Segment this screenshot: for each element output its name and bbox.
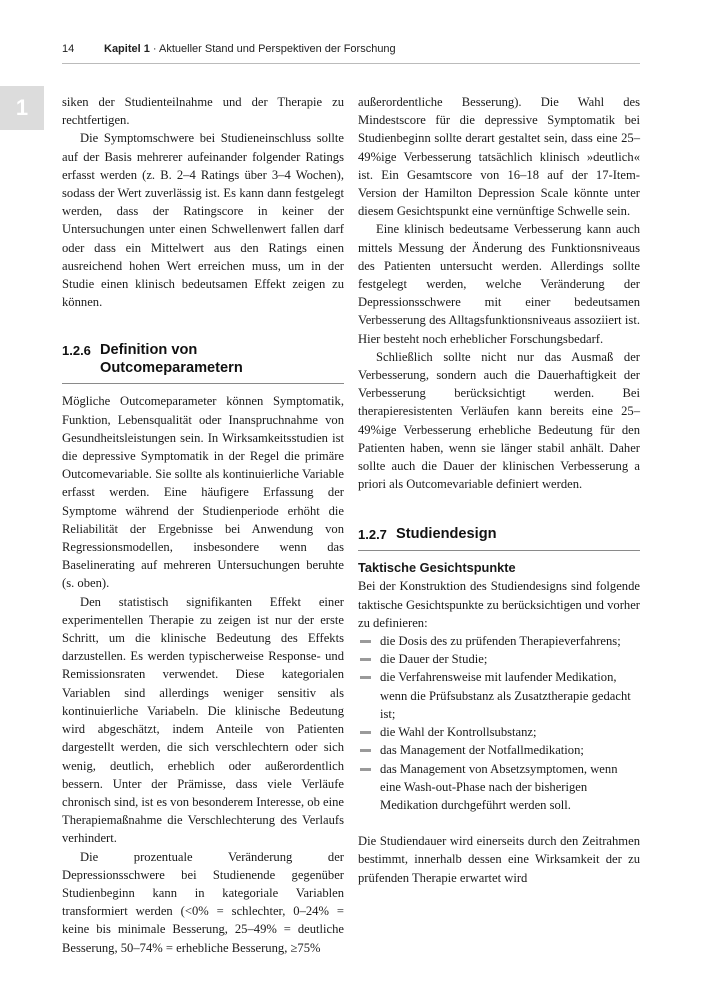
dash-bullet-icon — [360, 749, 371, 752]
paragraph: außerordentliche Besserung). Die Wahl des Mindestscore für die depressive Symptomatik bei Studienbeginn sollte derart gestaltet sein, dass eine 25–49%ige Verbesserung tatsächlich klinisch »deutlich« ist. Ein Gesamtscore von 16–18 auf der 17-Item-Version der Hamilton Depression Scale könnte unter diesem Gesichtspunkt eine vernünftige Schwelle sein. — [358, 95, 640, 219]
dash-bullet-icon — [360, 640, 371, 643]
list-item-text: die Dauer der Studie; — [380, 652, 488, 667]
section-divider — [358, 550, 640, 551]
chapter-tab: 1 — [0, 86, 44, 130]
list-item — [358, 632, 640, 650]
list-item-text: die Dosis des zu prüfenden Therapieverfahrens; — [380, 634, 621, 649]
list-item — [358, 650, 640, 668]
section-divider — [62, 383, 344, 384]
header-separator: · — [149, 43, 160, 55]
section-number: 1.2.7 — [358, 527, 387, 543]
section-title: Studiendesign — [396, 526, 497, 543]
page-number: 14 — [62, 43, 75, 55]
bullet-list — [358, 632, 640, 814]
paragraph: Die Symptomschwere bei Studieneinschluss sollte auf der Basis mehrerer aufeinander folgender Ratings erfasst werden (z. B. 2–4 Ratings über 3–4 Wochen), sodass der Wert zuverlässig ist. Es kann dann festgelegt werden, dass der Ratingscore in keiner der Untersuchungen unter einen Schwellenwert fallen darf oder dass ein Mittelwert aus den Ratings einen ausreichend hohen Wert erreichen muss, um in der Studie einen klinisch bedeutsamen Effekt zeigen zu können. — [62, 131, 344, 310]
dash-bullet-icon — [360, 768, 371, 771]
right-column — [358, 93, 640, 887]
section-number: 1.2.6 — [62, 343, 91, 359]
list-item — [358, 668, 640, 723]
dash-bullet-icon — [360, 676, 371, 679]
list-item-text: das Management von Absetzsymptomen, wenn eine Wash-out-Phase nach der bisherigen Medikation durchgeführt werden soll. — [380, 761, 618, 812]
list-item — [358, 760, 640, 815]
subheading: Taktische Gesichtspunkte — [358, 560, 516, 576]
chapter-title: Aktueller Stand und Perspektiven der Forschung — [159, 43, 396, 55]
list-item-text: das Management der Notfallmedikation; — [380, 743, 584, 758]
section-title: Definition von Outcomeparametern — [100, 342, 243, 377]
paragraph: Mögliche Outcomeparameter können Symptomatik, Funktion, Lebensqualität oder Inanspruchnahme von Gesundheitsleistungen sein. In Wirksamkeitsstudien ist die depressive Symptomatik in der Regel die primäre Outcomevariable. Sie sollte als kontinuierliche Variable erfasst werden. Eine häufigere Erfassung der Symptome während der Studienperiode erhöht die Reliabilität der Ergebnisse bei Anwendung von Regressionsmodellen, insbesondere wenn das Baselinerating auf mehreren Untersuchungen beruhte (s. oben). — [62, 394, 344, 591]
paragraph: Bei der Konstruktion des Studiendesigns sind folgende taktische Gesichtspunkte zu berücksichtigen und vorher zu definieren: — [358, 579, 640, 630]
paragraph: Die Studiendauer wird einerseits durch den Zeitrahmen bestimmt, innerhalb dessen eine Wirksamkeit der zu prüfenden Therapie erwartet wird — [358, 834, 640, 885]
chapter-label: Kapitel 1 — [104, 43, 150, 55]
paragraph: siken der Studienteilnahme und der Therapie zu rechtfertigen. — [62, 95, 344, 128]
paragraph: Schließlich sollte nicht nur das Ausmaß der Verbesserung, sondern auch die Dauerhaftigkeit der Verbesserung berücksichtigt werden. Bei therapieresistenten Verläufen kann bereits eine 25–49%ige Verbesserung erhebliche Bedeutung für den Patienten haben, wenn sie länger stabil anhält. Daher sollte auch die Dauer der klinischen Verbesserung a priori als Outcomevariable definiert werden. — [358, 349, 640, 492]
paragraph: Den statistisch signifikanten Effekt einer experimentellen Therapie zu zeigen ist nur der erste Schritt, um die klinische Bedeutung des Effekts darzustellen. Es werden typischerweise Response- und Remissionsraten verwendet. Diese kategorialen Variablen sind allerdings weniger sensitiv als kontinuierliche Variabeln. Die klinische Bedeutung wird abgeschätzt, indem Anteile von Patienten dargestellt werden, die sich verschlechtern oder sich wenig, deutlich, erheblich oder außerordentlich bessern. Unter der Prämisse, dass viele Verläufe chronisch sind, ist es von besonderem Interesse, ob eine Therapiemaßnahme die Verschlechterung des Verlaufs verhindert. — [62, 594, 344, 846]
list-item — [358, 723, 640, 741]
left-column — [62, 93, 344, 957]
list-item-text: die Verfahrensweise mit laufender Medikation, wenn die Prüfsubstanz als Zusatztherapie gedacht ist; — [380, 670, 631, 721]
paragraph: Die prozentuale Veränderung der Depressionsschwere bei Studienende gegenüber Studienbeginn kann in kategoriale Variablen transformiert werden (<0% = schlechter, 0–24% = keine bis minimale Besserung, 25–49% = deutliche Besserung, 50–74% = erhebliche Besserung, ≥75% — [62, 849, 344, 955]
running-head — [104, 40, 396, 58]
list-item-text: die Wahl der Kontrollsubstanz; — [380, 725, 537, 740]
page-header — [62, 40, 642, 58]
list-item — [358, 741, 640, 759]
dash-bullet-icon — [360, 658, 371, 661]
header-divider — [62, 63, 640, 64]
dash-bullet-icon — [360, 731, 371, 734]
paragraph: Eine klinisch bedeutsame Verbesserung kann auch mittels Messung der Änderung des Funktionsniveaus des Patienten untersucht werden. Allerdings sollte festgelegt werden, welche Veränderung der Depressionsschwere mit einer bedeutsamen Verbesserung des Alltagsfunktionsniveaus assoziiert ist. Hier besteht noch erheblicher Forschungsbedarf. — [358, 222, 640, 346]
section-heading — [62, 341, 344, 377]
section-heading — [358, 525, 640, 544]
